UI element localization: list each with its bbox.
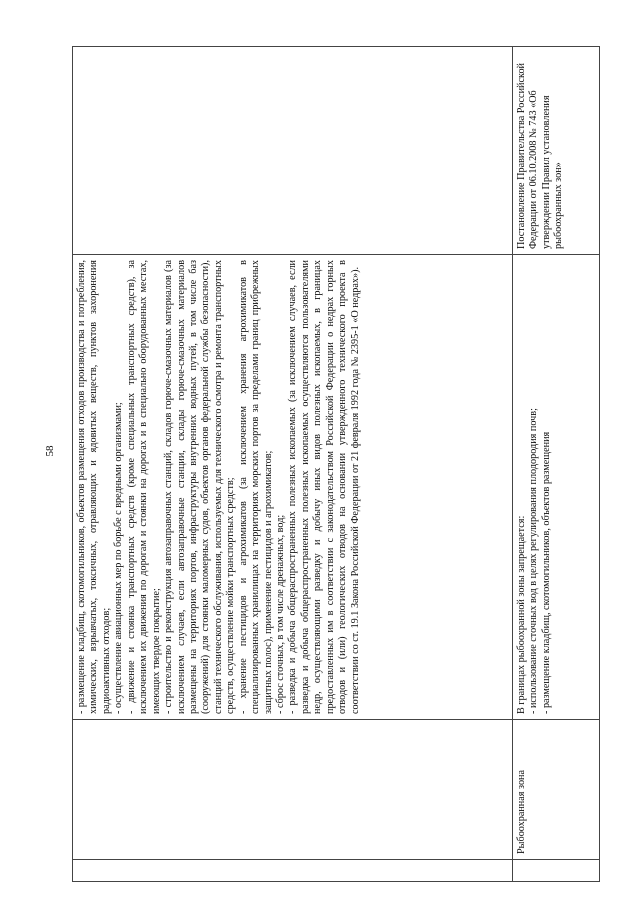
restriction-line: - сброс сточных, в том числе дренажных, вод; xyxy=(275,514,286,714)
restrictions-cell xyxy=(513,255,600,720)
restriction-line: - движение и стоянка транспортных средств (кроме специальных транспортных средств), за исключением их движения по дорогам и стоянки на дорогах и в специально оборудованных местах, имеющих твердое покрытие; xyxy=(125,260,162,714)
table-row-fish-zone xyxy=(513,47,600,882)
table-row-continuation xyxy=(73,47,513,882)
zone-name-cell xyxy=(73,720,513,860)
restriction-line: - размещение кладбищ, скотомогильников, объектов размещения отходов производства и потребления, химических, взрывчатых, токсичных, отравляющих и ядовитых веществ, пунктов захоронения радиоактивных отходов; xyxy=(76,260,112,714)
zone-name-cell: Рыбоохранная зона xyxy=(513,720,600,860)
restriction-line: - осуществление авиационных мер по борьбе с вредными организмами; xyxy=(113,402,125,714)
rotated-page-content xyxy=(72,47,599,882)
page-number: 58 xyxy=(44,445,56,457)
restriction-line: - размещение кладбищ, скотомогильников, объектов размещения xyxy=(540,431,552,714)
restrictions-cell xyxy=(73,255,513,720)
zones-table xyxy=(72,46,600,882)
restriction-line: - разведка и добыча общераспространенных полезных ископаемых (за исключением случаев, если разведка и добыча общераспространенных полезных ископаемых осуществляются пользователями недр, осуществляющими разведку и добычу иных видов полезных ископаемых, в границах предоставленных им в соответствии с законодательством Российской Федерации о недрах горных отводов и (или) геологических отводов на основании утвержденного технического проекта в соответствии со ст. 19.1 Закона Российской Федерации от 21 февраля 1992 года № 2395-1 «О недрах»). xyxy=(287,260,361,714)
legal-source-cell xyxy=(73,47,513,255)
restriction-line: - хранение пестицидов и агрохимикатов (за исключением хранения агрохимикатов в специализированных хранилищах на территориях морских портов за пределами границ прибрежных защитных полос), применение пестицидов и агрохимикатов; xyxy=(237,260,274,714)
table-cell-index xyxy=(73,860,513,882)
table-cell-index xyxy=(513,860,600,882)
legal-source-cell: Постановление Правительства Российской Федерации от 06.10.2008 № 743 «Об утверждении Правил установления рыбоохранных зон» xyxy=(513,47,600,255)
restriction-line: В границах рыбоохранной зоны запрещается: xyxy=(516,515,527,714)
restriction-line: - строительство и реконструкция автозаправочных станций, складов горюче-смазочных материалов (за исключением случаев, если автозаправочные станции, склады горюче-смазочных материалов размещены на территориях портов, инфраструктуры внутренних водных путей, в том числе баз (сооружений) для стоянки маломерных судов, объектов органов федеральной службы безопасности), станций технического обслуживания, используемых для технического осмотра и ремонта транспортных средств, осуществление мойки транспортных средств; xyxy=(163,260,237,714)
restriction-line: - использование сточных вод в целях регулирования плодородия почв; xyxy=(528,408,540,714)
